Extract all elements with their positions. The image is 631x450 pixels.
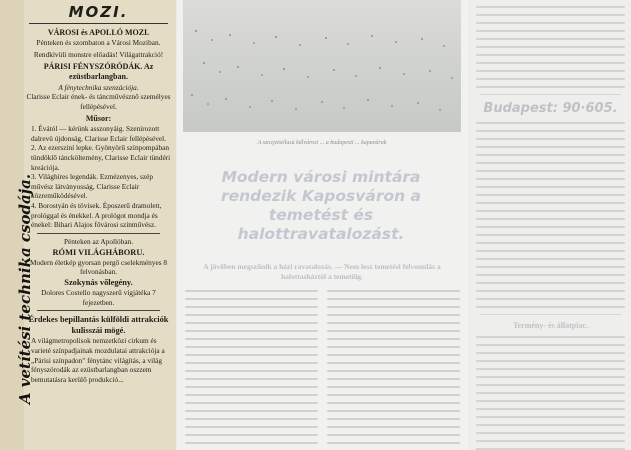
section-title: MOZI. [29,0,168,24]
attraction-title: Érdekes bepillantás külföldi attrakciók kulisszái mögé. [28,315,169,336]
program-item: 2. Az ezersziní lepke. Gyönyörű színpompában tündöklő táncköltemény, Clarisse Eclair tündéri kreációja. [31,143,171,172]
article-headline: Modern városi mintára rendezik Kaposváron a temetést és halottravatalozást. [220,168,422,243]
divider [37,233,160,234]
cinema-column [0,0,176,450]
program-heading: Műsor: [85,113,112,123]
divider [37,310,160,311]
schedule-text: Pénteken és szombaton a Városi Moziban. [36,38,161,48]
opening-line: Rendkívüli monstre előadás! Világattrakció! [33,49,164,59]
vertical-banner-strip [0,0,34,450]
photo-caption: A szovjetstílusú külvárosi ... a budapesti ... kapuvárak [257,140,387,146]
program-item: 3. Világhíres legendák. Ezmézenyes, szép művész látványosság, Clarisse Eclair közreműködésével. [31,172,154,201]
feature-title: PÁRISI FÉNYSZÓRÓDÁK. Az ezüstbarlangban. [43,61,154,82]
cinema-listings [25,0,172,385]
film-title: Szokynás vőlegény. [64,277,133,287]
article-body-right [327,290,460,450]
article-body-left [185,290,318,450]
program-item: 4. Borostyán és tövisek. Époszerű dramolett, prológgal és énekkel. A prológot mondja és énekel: Bihari Alajos fővárosi színművész. [31,201,162,230]
market-column [470,0,631,450]
feature-subtitle: A fénytechnika szenzációja. [58,82,139,92]
stock-heading: Budapest: 90·605. [483,101,618,116]
vertical-banner: A vetítési technika csodája. [16,173,34,405]
film-title: RÓMI VILÁGHÁBORU. [52,247,145,257]
divider [480,94,621,95]
apollo-schedule: Pénteken az Apollóban. [63,236,134,246]
performer-line: Clarisse Eclair ének- és táncművésznő személyes fellépésével. [26,92,171,111]
market-heading: Termény- és állatpiac. [512,321,589,330]
photo-texture [203,62,205,64]
article-column [177,0,469,450]
film-description: Dolores Costello nagyszerű vígjátéka 7 fejezetben. [41,288,156,307]
cinema-name: VÁROSI és APOLLÓ MOZI. [47,27,150,37]
photo-texture [195,30,197,32]
article-lead: A jövőben megszűnik a házi ravatalozás. — Nem lesz temetési felvonulás a halottasháztól a temetőig. [203,262,441,281]
newspaper-photo [183,0,461,132]
film-description: Modern életkép gyorsan pergő cselekményes 8 felvonásban. [29,257,168,277]
divider [480,314,621,315]
attraction-description: A világmetropolisok nemzetközi cirkum és varieté színpadjainak mozdulatai attrakciója a „Párisi színpadon" fénytánc világítás, a világ fényszórodák az ezüstbarlangban oszzem bemutatásra kerülő produkció... [31,336,165,384]
photo-texture [191,94,193,96]
program-item: 1. Évától — kérünk asszonyáig. Szenirozott dalrevü újdonság, Clarisse Eclair fellépésével. [31,124,166,143]
